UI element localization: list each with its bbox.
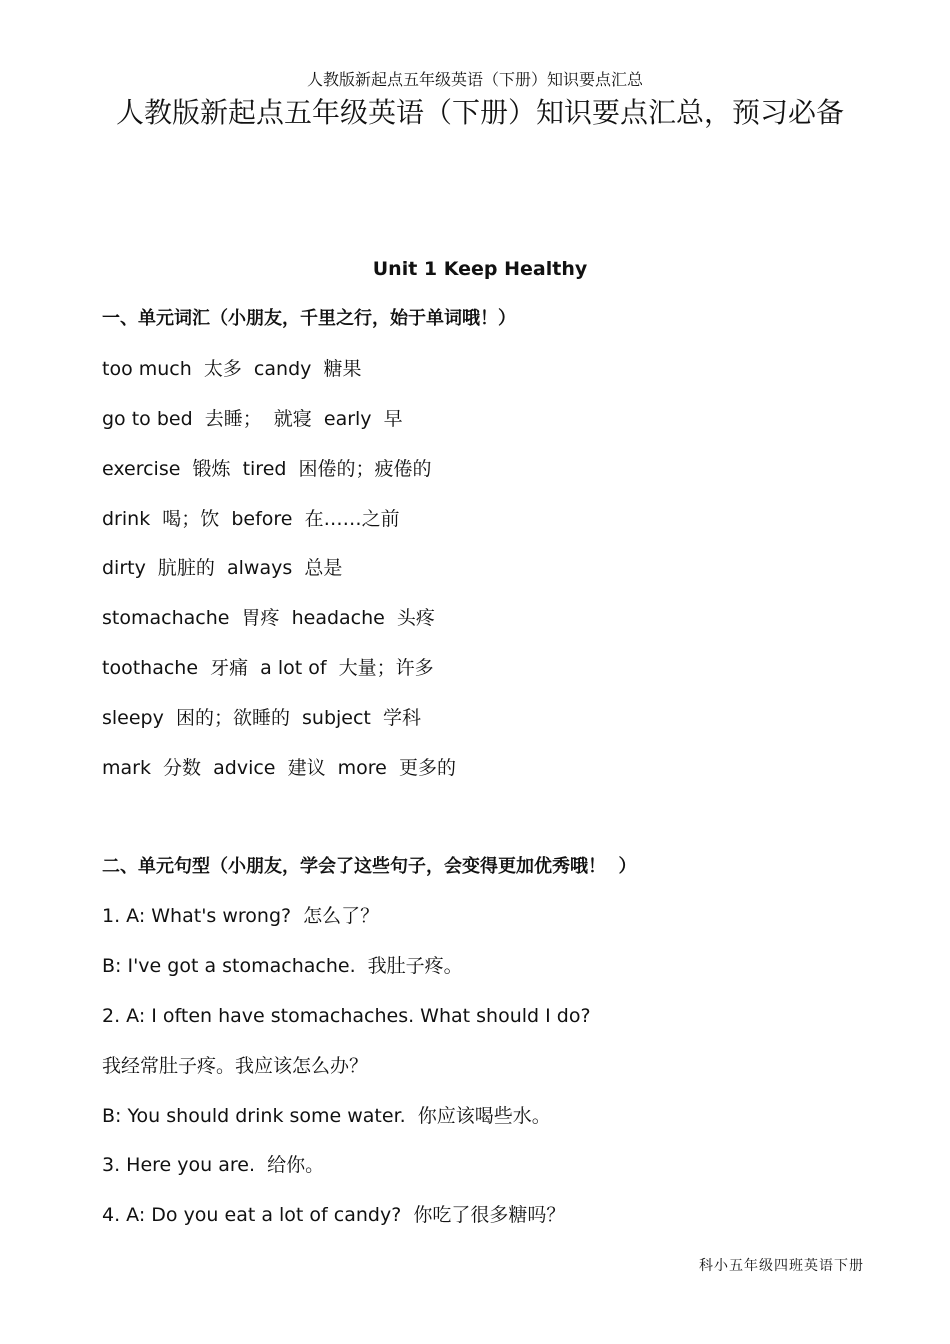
vocab-line: drink 喝；饮 before 在……之前 — [102, 508, 400, 530]
vocab-section-heading: 一、单元词汇（小朋友，千里之行，始于单词哦！） — [102, 308, 516, 329]
sentence-line: 我经常肚子疼。我应该怎么办？ — [102, 1055, 369, 1077]
vocab-line: dirty 肮脏的 always 总是 — [102, 557, 343, 579]
page-footer: 科小五年级四班英语下册 — [699, 1258, 864, 1274]
vocab-line: too much 太多 candy 糖果 — [102, 358, 362, 380]
unit-title: Unit 1 Keep Healthy — [372, 258, 588, 280]
sentence-line: 4. A: Do you eat a lot of candy? 你吃了很多糖吗？ — [102, 1204, 566, 1226]
vocab-line: sleepy 困的；欲睡的 subject 学科 — [102, 707, 421, 729]
sentence-line: 2. A: I often have stomachaches. What should I do? — [102, 1005, 591, 1027]
document-title: 人教版新起点五年级英语（下册）知识要点汇总，预习必备 — [115, 96, 844, 129]
sentence-section-heading: 二、单元句型（小朋友，学会了这些句子，会变得更加优秀哦！ ） — [102, 856, 637, 877]
vocab-line: mark 分数 advice 建议 more 更多的 — [102, 757, 456, 779]
sentence-line: B: I've got a stomachache. 我肚子疼。 — [102, 955, 463, 977]
sentence-line: B: You should drink some water. 你应该喝些水。 — [102, 1105, 551, 1127]
vocab-line: toothache 牙痛 a lot of 大量；许多 — [102, 657, 434, 679]
running-header: 人教版新起点五年级英语（下册）知识要点汇总 — [306, 70, 643, 89]
sentence-line: 3. Here you are. 给你。 — [102, 1154, 325, 1176]
vocab-line: stomachache 胃疼 headache 头疼 — [102, 607, 435, 629]
vocab-line: exercise 锻炼 tired 困倦的；疲倦的 — [102, 458, 432, 480]
sentence-line: 1. A: What's wrong? 怎么了？ — [102, 905, 380, 927]
vocab-line: go to bed 去睡； 就寝 early 早 — [102, 408, 403, 430]
